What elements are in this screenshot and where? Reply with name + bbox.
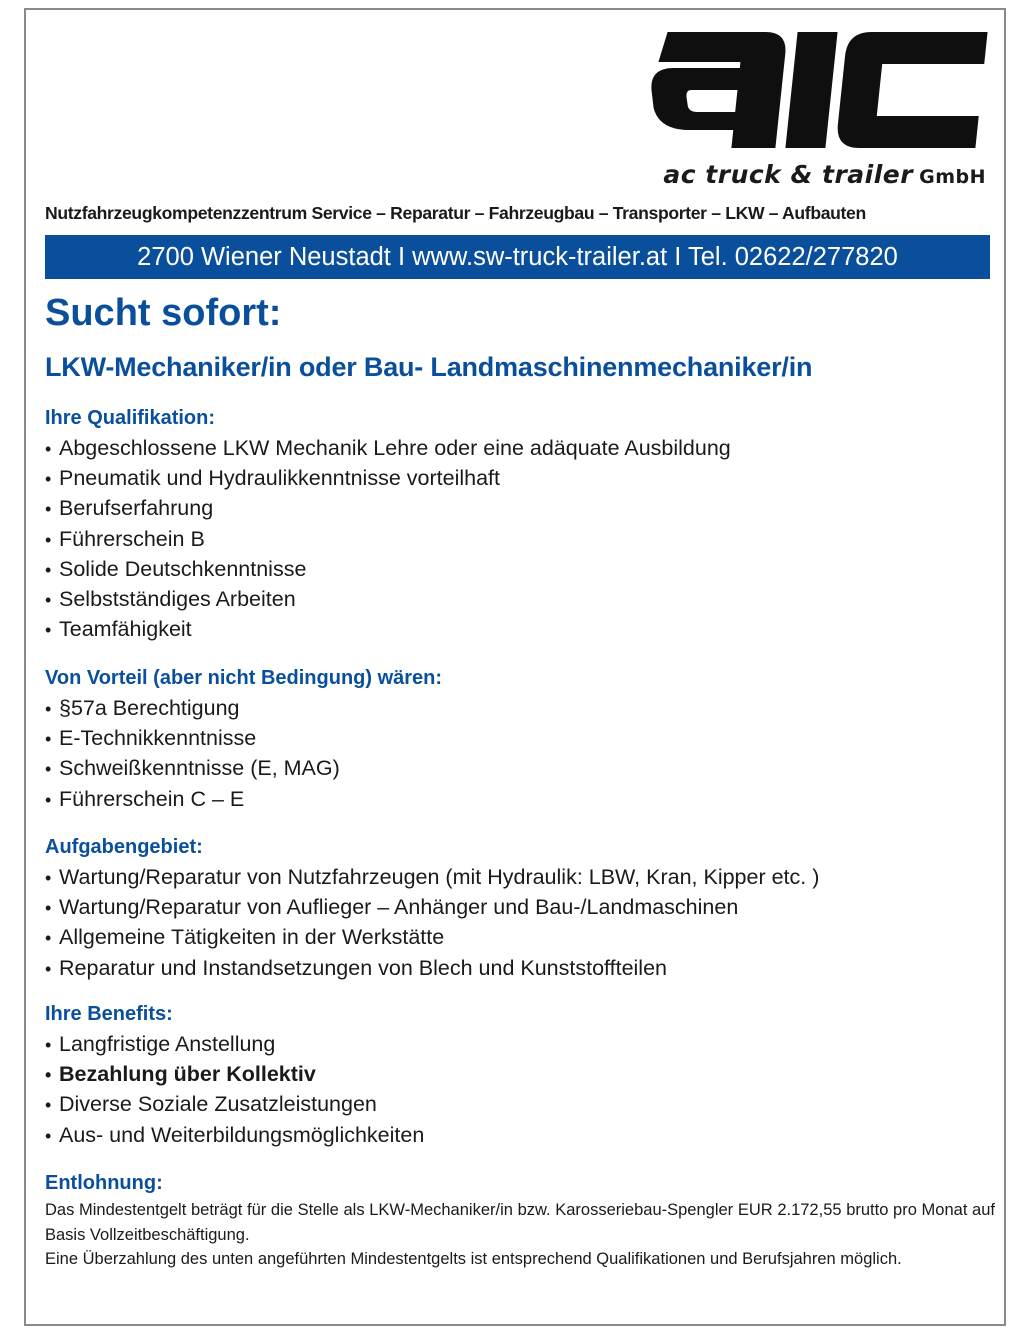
bullet-icon: • [45,898,52,919]
list-item: • Führerschein C – E [45,784,995,814]
bullet-icon: • [45,1065,52,1086]
section-vorteil [45,663,995,814]
bullet-icon: • [45,620,52,641]
list-item: • Solide Deutschkenntnisse [45,554,995,584]
bullet-icon: • [45,499,52,520]
section-aufgaben [45,832,995,983]
bullet-icon: • [45,559,52,580]
section-entlohnung [45,1168,995,1272]
section-title: Von Vorteil (aber nicht Bedingung) wären: [45,667,443,689]
list-item: • Teamfähigkeit [45,614,995,644]
list-item: • Selbstständiges Arbeiten [45,584,995,614]
bullet-icon: • [45,1035,52,1055]
contact-bar: 2700 Wiener Neustadt I www.sw-truck-trailer.at I Tel. 02622/277820 [45,235,990,279]
section-title: Ihre Qualifikation: [45,407,216,429]
section-title: Entlohnung: [45,1172,163,1194]
list-item: • Reparatur und Instandsetzungen von Blech und Kunststoffteilen [45,953,995,983]
list-item: • Langfristige Anstellung [45,1029,995,1059]
overpay-paragraph: Eine Überzahlung des unten angeführten Mindestentgelts ist entsprechend Qualifikationen und Berufsjahren möglich. [45,1250,902,1268]
bullet-icon: • [45,699,52,719]
position-title: LKW-Mechaniker/in oder Bau- Landmaschinenmechaniker/in [45,352,813,382]
section-title: Ihre Benefits: [45,1003,173,1025]
bullet-icon: • [45,868,52,888]
company-name [663,160,986,189]
ac-logo [640,28,990,152]
salary-paragraph: Das Mindestentgelt beträgt für die Stelle als LKW-Mechaniker/in bzw. Karosseriebau-Spengler EUR 2.172,55 brutto pro Monat auf Basis Vollzeitbeschäftigung. [45,1201,995,1244]
list-item: • E-Technikkenntnisse [45,723,995,753]
list-item: • Pneumatik und Hydraulikkenntnisse vorteilhaft [45,463,995,493]
bullet-icon: • [45,439,52,459]
section-title: Aufgabengebiet: [45,836,203,858]
section-benefits [45,999,995,1150]
bullet-icon: • [45,958,52,979]
list-item: • Führerschein B [45,524,995,554]
company-suffix: GmbH [919,166,986,188]
list-item: • Schweißkenntnisse (E, MAG) [45,753,995,783]
list-item: • Wartung/Reparatur von Nutzfahrzeugen (mit Hydraulik: LBW, Kran, Kipper etc. ) [45,862,995,892]
bullet-icon: • [45,1125,52,1146]
bullet-icon: • [45,469,52,490]
company-name-main: ac truck & trailer [663,160,914,189]
bullet-icon: • [45,529,52,550]
bullet-icon: • [45,759,52,780]
list-item: • Bezahlung über Kollektiv [45,1059,995,1089]
bullet-icon: • [45,729,52,750]
list-item: • Abgeschlossene LKW Mechanik Lehre oder eine adäquate Ausbildung [45,433,995,463]
bullet-icon: • [45,928,52,949]
bullet-icon: • [45,589,52,610]
list-item: • §57a Berechtigung [45,693,995,723]
headline: Sucht sofort: [45,292,282,334]
bullet-icon: • [45,1095,52,1116]
list-item: • Aus- und Weiterbildungsmöglichkeiten [45,1120,995,1150]
list-item: • Wartung/Reparatur von Auflieger – Anhänger und Bau-/Landmaschinen [45,892,995,922]
section-qualifikation [45,403,995,644]
list-item: • Allgemeine Tätigkeiten in der Werkstätte [45,922,995,952]
bullet-icon: • [45,789,52,810]
list-item: • Berufserfahrung [45,493,995,523]
services-line: Nutzfahrzeugkompetenzzentrum Service – Reparatur – Fahrzeugbau – Transporter – LKW – Aufbauten [45,203,866,223]
list-item: • Diverse Soziale Zusatzleistungen [45,1089,995,1119]
